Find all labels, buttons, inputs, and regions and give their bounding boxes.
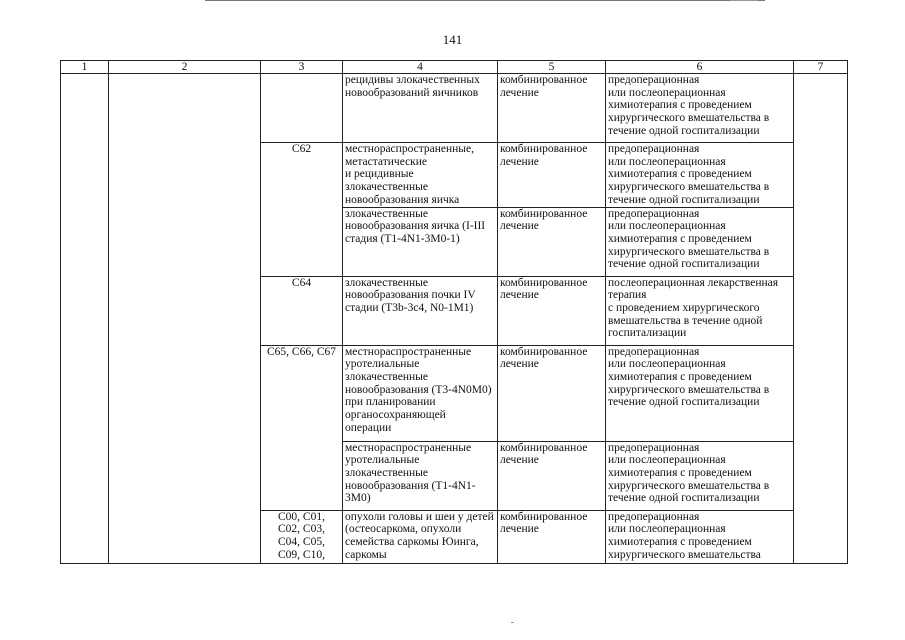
cell-method: предоперационная или послеоперационная химиотерапия с проведением хирургического вмешательства в течение одной госпитализации (606, 345, 794, 441)
cell-treatment: комбинированное лечение (498, 143, 606, 208)
column-header: 5 (498, 61, 606, 74)
cell-code (261, 74, 343, 143)
cell-method: предоперационная или послеоперационная химиотерапия с проведением хирургического вмешательства в течение одной госпитализации (606, 441, 794, 510)
cell-code: C64 (261, 276, 343, 345)
cell-treatment: комбинированное лечение (498, 276, 606, 345)
cell-method: предоперационная или послеоперационная химиотерапия с проведением хирургического вмешательства в течение одной госпитализации (606, 74, 794, 143)
treatment-table (60, 60, 848, 564)
cell-description: злокачественные новообразования почки IV стадии (T3b-3c4, N0-1M1) (343, 276, 498, 345)
cell-method: предоперационная или послеоперационная химиотерапия с проведением хирургического вмешательства (606, 510, 794, 563)
cell-treatment: комбинированное лечение (498, 510, 606, 563)
cell-treatment: комбинированное лечение (498, 441, 606, 510)
column-header: 6 (606, 61, 794, 74)
cell-col1-empty (61, 74, 109, 564)
cell-method: послеоперационная лекарственная терапия с проведением хирургического вмешательства в течение одной госпитализации (606, 276, 794, 345)
cell-description: злокачественные новообразования яичка (I-III стадия (T1-4N1-3M0-1) (343, 207, 498, 276)
column-header: 3 (261, 61, 343, 74)
column-header: 4 (343, 61, 498, 74)
cell-code: C00, C01, C02, C03, C04, C05, C09, C10, (261, 510, 343, 563)
cell-description: местнораспространенные, метастатические и рецидивные злокачественные новообразования яичка (343, 143, 498, 208)
column-header: 7 (794, 61, 848, 74)
cell-description: местнораспространенные уротелиальные злокачественные новообразования (T1-4N1-3M0) (343, 441, 498, 510)
scan-speck (511, 622, 514, 623)
cell-treatment: комбинированное лечение (498, 74, 606, 143)
table-header-row (61, 61, 848, 74)
page-number: 141 (442, 32, 463, 47)
cell-description: местнораспространенные уротелиальные злокачественные новообразования (T3-4N0M0) при планировании органосохраняющей операции (343, 345, 498, 441)
cell-method: предоперационная или послеоперационная химиотерапия с проведением хирургического вмешательства в течение одной госпитализации (606, 143, 794, 208)
cell-treatment: комбинированное лечение (498, 207, 606, 276)
cell-code: C65, C66, C67 (261, 345, 343, 510)
scan-edge-line (205, 0, 765, 1)
column-header: 2 (109, 61, 261, 74)
cell-code: C62 (261, 143, 343, 277)
column-header: 1 (61, 61, 109, 74)
cell-description: рецидивы злокачественных новообразований яичников (343, 74, 498, 143)
table-row (61, 74, 848, 143)
cell-method: предоперационная или послеоперационная химиотерапия с проведением хирургического вмешательства в течение одной госпитализации (606, 207, 794, 276)
scan-edge-mark (730, 0, 758, 1)
cell-treatment: комбинированное лечение (498, 345, 606, 441)
cell-col2-empty (109, 74, 261, 564)
cell-col7-empty (794, 74, 848, 564)
cell-description: опухоли головы и шеи у детей (остеосаркома, опухоли семейства саркомы Юинга, саркомы (343, 510, 498, 563)
